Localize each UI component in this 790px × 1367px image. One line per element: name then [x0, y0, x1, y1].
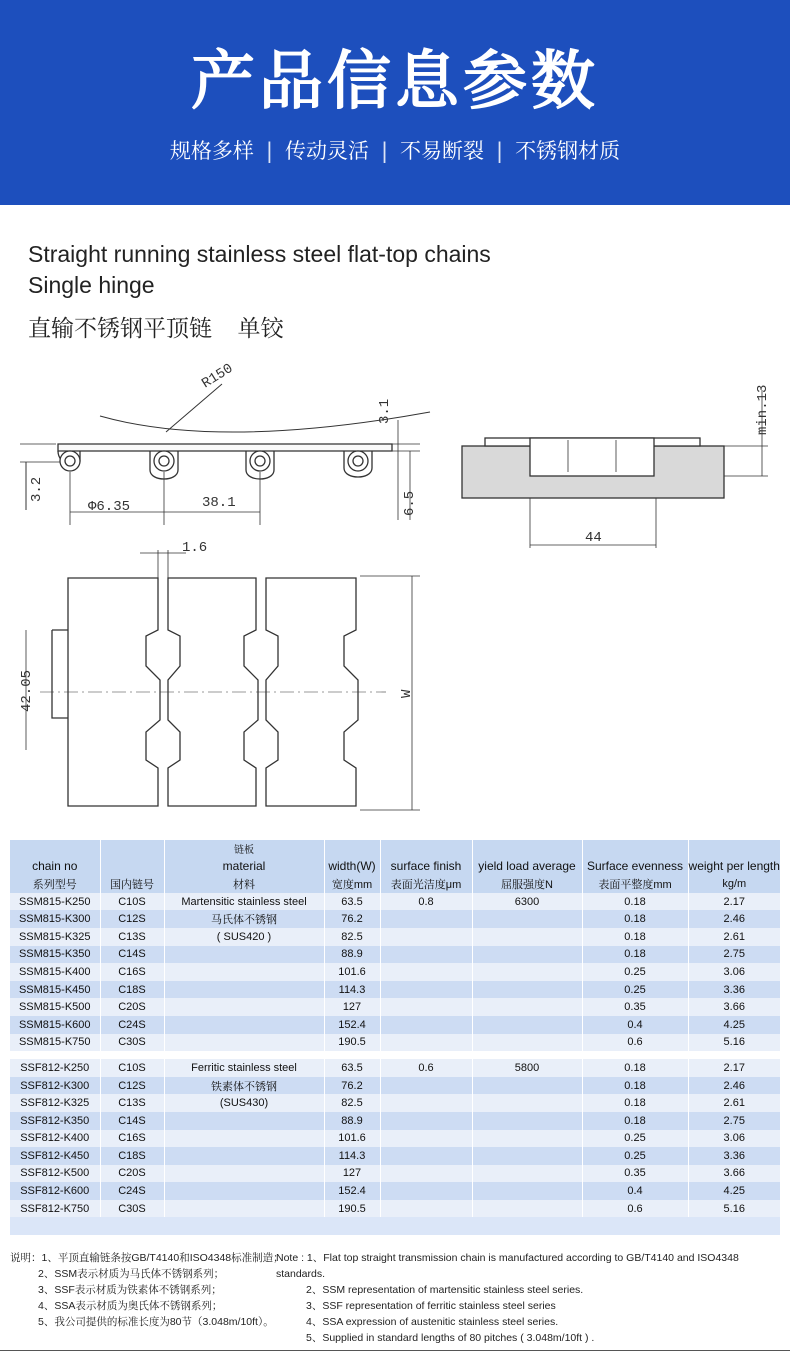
- spec-table: [10, 840, 780, 1217]
- cell-material: [164, 1165, 324, 1183]
- cell-cn-chain: C10S: [100, 1059, 164, 1077]
- cell-weight: 2.61: [688, 1094, 780, 1112]
- cell-material: [164, 1200, 324, 1218]
- cell-weight: 3.66: [688, 998, 780, 1016]
- cell-width: 76.2: [324, 1077, 380, 1095]
- cell-finish: [380, 998, 472, 1016]
- table-row: [10, 1182, 780, 1200]
- cell-chain-no: SSM815-K600: [10, 1016, 100, 1034]
- cell-weight: 2.46: [688, 1077, 780, 1095]
- table-row: [10, 1165, 780, 1183]
- banner-tags: 规格多样 | 传动灵活 | 不易断裂 | 不锈钢材质: [169, 139, 621, 163]
- cell-evenness: 0.18: [582, 1059, 688, 1077]
- th-cn-evenness: 表面平整度mm: [582, 875, 688, 893]
- table-row: [10, 1059, 780, 1077]
- cell-yield: [472, 910, 582, 928]
- cell-width: 190.5: [324, 1034, 380, 1052]
- cell-chain-no: SSF812-K600: [10, 1182, 100, 1200]
- cell-width: 82.5: [324, 928, 380, 946]
- dim-3-2: 3.2: [29, 476, 45, 502]
- cell-yield: [472, 981, 582, 999]
- cell-material: 铁素体不锈钢: [164, 1077, 324, 1095]
- cell-width: 152.4: [324, 1016, 380, 1034]
- cell-evenness: 0.18: [582, 928, 688, 946]
- cell-evenness: 0.18: [582, 1077, 688, 1095]
- cell-chain-no: SSM815-K325: [10, 928, 100, 946]
- cell-weight: 2.17: [688, 1059, 780, 1077]
- table-row: [10, 893, 780, 911]
- cell-chain-no: SSF812-K400: [10, 1130, 100, 1148]
- table-row: [10, 998, 780, 1016]
- cell-width: 114.3: [324, 1147, 380, 1165]
- th-width: width(W): [324, 858, 380, 876]
- cell-chain-no: SSM815-K500: [10, 998, 100, 1016]
- table-row: [10, 1034, 780, 1052]
- cell-cn-chain: C12S: [100, 910, 164, 928]
- cell-cn-chain: C12S: [100, 1077, 164, 1095]
- technical-drawing: [0, 340, 790, 830]
- product-title-cn: 直输不锈钢平顶链 单铰: [28, 315, 284, 341]
- dim-phi: Φ6.35: [88, 499, 131, 515]
- cell-chain-no: SSF812-K750: [10, 1200, 100, 1218]
- cell-material: Martensitic stainless steel: [164, 893, 324, 911]
- cell-width: 127: [324, 998, 380, 1016]
- cell-weight: 5.16: [688, 1200, 780, 1218]
- table-row: [10, 963, 780, 981]
- dim-6-5: 6.5: [402, 490, 418, 516]
- cell-yield: [472, 1182, 582, 1200]
- tag-stainless: 不锈钢材质: [515, 139, 621, 163]
- th-cn-series: 系列型号: [10, 875, 100, 893]
- dim-42-05: 42.05: [19, 669, 35, 712]
- cell-yield: 5800: [472, 1059, 582, 1077]
- cell-finish: [380, 1182, 472, 1200]
- cell-width: 190.5: [324, 1200, 380, 1218]
- cell-cn-chain: C13S: [100, 1094, 164, 1112]
- bottom-divider: [0, 1350, 790, 1351]
- cell-cn-chain: C24S: [100, 1016, 164, 1034]
- cell-cn-chain: C16S: [100, 1130, 164, 1148]
- note-cn-2: 2、SSM表示材质为马氏体不锈钢系列；: [38, 1268, 225, 1280]
- cell-yield: [472, 946, 582, 964]
- cell-width: 63.5: [324, 1059, 380, 1077]
- cell-finish: [380, 981, 472, 999]
- th-material: material: [164, 858, 324, 876]
- banner-title: 产品信息参数: [191, 45, 599, 119]
- cell-cn-chain: C14S: [100, 946, 164, 964]
- cell-evenness: 0.35: [582, 998, 688, 1016]
- cell-material: [164, 1112, 324, 1130]
- cell-chain-no: SSF812-K350: [10, 1112, 100, 1130]
- note-en-4: 4、SSA expression of austenitic stainless steel series.: [306, 1316, 559, 1328]
- spec-table-body: [10, 840, 780, 1217]
- th-cn-material: 材料: [164, 875, 324, 893]
- cell-chain-no: SSF812-K300: [10, 1077, 100, 1095]
- note-en-2: 2、SSM representation of martensitic stainless steel series.: [306, 1284, 584, 1296]
- cell-yield: [472, 1112, 582, 1130]
- th-surface-evenness: Surface evenness: [582, 858, 688, 876]
- cell-weight: 2.61: [688, 928, 780, 946]
- note-en-1: Note : 1、Flat top straight transmission chain is manufactured according to GB/T4140 and ISO4348 standards.: [276, 1252, 739, 1280]
- note-cn-5: 5、我公司提供的标准长度为80节（3.048m/10ft）。: [38, 1316, 274, 1328]
- cell-width: 114.3: [324, 981, 380, 999]
- cell-finish: [380, 1094, 472, 1112]
- cell-weight: 2.17: [688, 893, 780, 911]
- table-row: [10, 1112, 780, 1130]
- cell-weight: 3.66: [688, 1165, 780, 1183]
- cell-cn-chain: C10S: [100, 893, 164, 911]
- cell-finish: [380, 1077, 472, 1095]
- cell-material: [164, 1147, 324, 1165]
- table-row: [10, 1016, 780, 1034]
- cell-evenness: 0.18: [582, 910, 688, 928]
- cell-weight: 2.75: [688, 946, 780, 964]
- tag-specs: 规格多样: [169, 139, 254, 163]
- cell-weight: 4.25: [688, 1182, 780, 1200]
- cell-evenness: 0.6: [582, 1034, 688, 1052]
- cell-yield: [472, 1034, 582, 1052]
- cell-evenness: 0.18: [582, 1094, 688, 1112]
- cell-width: 63.5: [324, 893, 380, 911]
- cell-cn-chain: C20S: [100, 998, 164, 1016]
- cell-finish: [380, 1130, 472, 1148]
- cell-material: Ferritic stainless steel: [164, 1059, 324, 1077]
- cell-weight: 3.36: [688, 1147, 780, 1165]
- th-yield-load: yield load average: [472, 858, 582, 876]
- cell-chain-no: SSF812-K325: [10, 1094, 100, 1112]
- tag-flexible: 传动灵活: [284, 139, 369, 163]
- cell-finish: [380, 1147, 472, 1165]
- notes-cn: [10, 1250, 284, 1330]
- cell-finish: [380, 1112, 472, 1130]
- cell-material: [164, 1130, 324, 1148]
- cell-chain-no: SSM815-K750: [10, 1034, 100, 1052]
- table-top-row: [10, 840, 780, 858]
- cell-finish: 0.6: [380, 1059, 472, 1077]
- cell-finish: 0.8: [380, 893, 472, 911]
- th-cn-yield: 屈服强度N: [472, 875, 582, 893]
- cell-chain-no: SSF812-K450: [10, 1147, 100, 1165]
- cell-yield: [472, 963, 582, 981]
- cell-material: [164, 1034, 324, 1052]
- cell-material: [164, 981, 324, 999]
- cell-yield: [472, 1077, 582, 1095]
- cell-evenness: 0.4: [582, 1182, 688, 1200]
- cell-weight: 4.25: [688, 1016, 780, 1034]
- cell-finish: [380, 1200, 472, 1218]
- cell-material: 马氏体不锈钢: [164, 910, 324, 928]
- table-row: [10, 1130, 780, 1148]
- table-row: [10, 1200, 780, 1218]
- cell-evenness: 0.4: [582, 1016, 688, 1034]
- notes-en: [276, 1250, 790, 1346]
- th-weight: weight per length: [688, 859, 780, 874]
- table-header-cn: [10, 875, 780, 893]
- cell-material: [164, 1182, 324, 1200]
- note-cn-1: 说明：1、平顶直输链条按GB/T4140和ISO4348标准制造；: [10, 1252, 284, 1264]
- cell-cn-chain: C16S: [100, 963, 164, 981]
- dim-1-6: 1.6: [182, 540, 208, 556]
- cell-chain-no: SSM815-K400: [10, 963, 100, 981]
- cell-evenness: 0.18: [582, 946, 688, 964]
- cell-cn-chain: C20S: [100, 1165, 164, 1183]
- cell-weight: 5.16: [688, 1034, 780, 1052]
- cell-cn-chain: C30S: [100, 1200, 164, 1218]
- table-row: [10, 1147, 780, 1165]
- dim-38-1: 38.1: [202, 495, 236, 511]
- cell-yield: [472, 1130, 582, 1148]
- cell-width: 88.9: [324, 946, 380, 964]
- dim-w: W: [399, 689, 415, 698]
- spec-table-wrap: [10, 840, 780, 1235]
- dim-44: 44: [585, 530, 602, 546]
- cell-weight: 2.75: [688, 1112, 780, 1130]
- cell-weight: 3.36: [688, 981, 780, 999]
- cell-weight: 3.06: [688, 963, 780, 981]
- cell-width: 88.9: [324, 1112, 380, 1130]
- cell-evenness: 0.35: [582, 1165, 688, 1183]
- cell-yield: [472, 998, 582, 1016]
- cell-chain-no: SSF812-K500: [10, 1165, 100, 1183]
- cell-evenness: 0.25: [582, 1147, 688, 1165]
- cell-chain-no: SSM815-K250: [10, 893, 100, 911]
- cell-material: [164, 998, 324, 1016]
- cell-evenness: 0.25: [582, 981, 688, 999]
- table-row: [10, 1094, 780, 1112]
- cell-finish: [380, 963, 472, 981]
- cell-evenness: 0.25: [582, 963, 688, 981]
- tag-durable: 不易断裂: [400, 139, 485, 163]
- cell-chain-no: SSM815-K300: [10, 910, 100, 928]
- cell-material: [164, 946, 324, 964]
- cell-chain-no: SSM815-K450: [10, 981, 100, 999]
- cell-yield: [472, 1165, 582, 1183]
- note-cn-3: 3、SSF表示材质为铁素体不锈钢系列；: [38, 1284, 222, 1296]
- cell-weight: 3.06: [688, 1130, 780, 1148]
- dim-min13: min.13: [755, 384, 771, 435]
- th-cn-chain: 国内链号: [100, 875, 164, 893]
- table-row: [10, 1077, 780, 1095]
- cell-cn-chain: C30S: [100, 1034, 164, 1052]
- cell-cn-chain: C18S: [100, 1147, 164, 1165]
- th-surface-finish: surface finish: [380, 858, 472, 876]
- top-label: 链板: [164, 840, 324, 858]
- cell-finish: [380, 946, 472, 964]
- product-title-en: Straight running stainless steel flat-top chains: [28, 241, 491, 267]
- cell-evenness: 0.6: [582, 1200, 688, 1218]
- cell-material: ( SUS420 ): [164, 928, 324, 946]
- note-cn-4: 4、SSA表示材质为奥氏体不锈钢系列；: [38, 1300, 223, 1312]
- cell-evenness: 0.18: [582, 1112, 688, 1130]
- cell-finish: [380, 1034, 472, 1052]
- table-row: [10, 946, 780, 964]
- th-cn-width: 宽度mm: [324, 875, 380, 893]
- th-chain-no: chain no: [10, 858, 100, 876]
- cell-cn-chain: C18S: [100, 981, 164, 999]
- cell-chain-no: SSM815-K350: [10, 946, 100, 964]
- table-row: [10, 910, 780, 928]
- cell-width: 127: [324, 1165, 380, 1183]
- cell-material: [164, 1016, 324, 1034]
- cell-finish: [380, 928, 472, 946]
- product-subtitle-en: Single hinge: [28, 272, 155, 298]
- cell-chain-no: SSF812-K250: [10, 1059, 100, 1077]
- cell-yield: [472, 1016, 582, 1034]
- header-banner: [0, 0, 790, 205]
- cell-finish: [380, 910, 472, 928]
- cell-yield: [472, 1094, 582, 1112]
- cell-width: 76.2: [324, 910, 380, 928]
- cell-width: 101.6: [324, 1130, 380, 1148]
- th-blank: [100, 858, 164, 876]
- note-en-5: 5、Supplied in standard lengths of 80 pitches ( 3.048m/10ft ) .: [306, 1332, 595, 1344]
- table-row: [10, 981, 780, 999]
- cell-width: 101.6: [324, 963, 380, 981]
- cell-yield: [472, 928, 582, 946]
- th-cn-finish: 表面光洁度μm: [380, 875, 472, 893]
- cell-width: 152.4: [324, 1182, 380, 1200]
- dim-r150: R150: [199, 360, 237, 393]
- cell-cn-chain: C14S: [100, 1112, 164, 1130]
- cell-weight: 2.46: [688, 910, 780, 928]
- cell-yield: [472, 1147, 582, 1165]
- cell-finish: [380, 1165, 472, 1183]
- cell-evenness: 0.18: [582, 893, 688, 911]
- th-cn-weight: kg/m: [688, 875, 780, 893]
- cell-width: 82.5: [324, 1094, 380, 1112]
- cell-yield: 6300: [472, 893, 582, 911]
- table-group-gap: [10, 1051, 780, 1059]
- cell-cn-chain: C13S: [100, 928, 164, 946]
- cell-finish: [380, 1016, 472, 1034]
- cell-yield: [472, 1200, 582, 1218]
- cell-evenness: 0.25: [582, 1130, 688, 1148]
- note-en-3: 3、SSF representation of ferritic stainless steel series: [306, 1300, 556, 1312]
- cell-material: (SUS430): [164, 1094, 324, 1112]
- dim-3-1: 3.1: [377, 398, 393, 424]
- table-header-en: [10, 858, 780, 876]
- table-row: [10, 928, 780, 946]
- cell-material: [164, 963, 324, 981]
- cell-cn-chain: C24S: [100, 1182, 164, 1200]
